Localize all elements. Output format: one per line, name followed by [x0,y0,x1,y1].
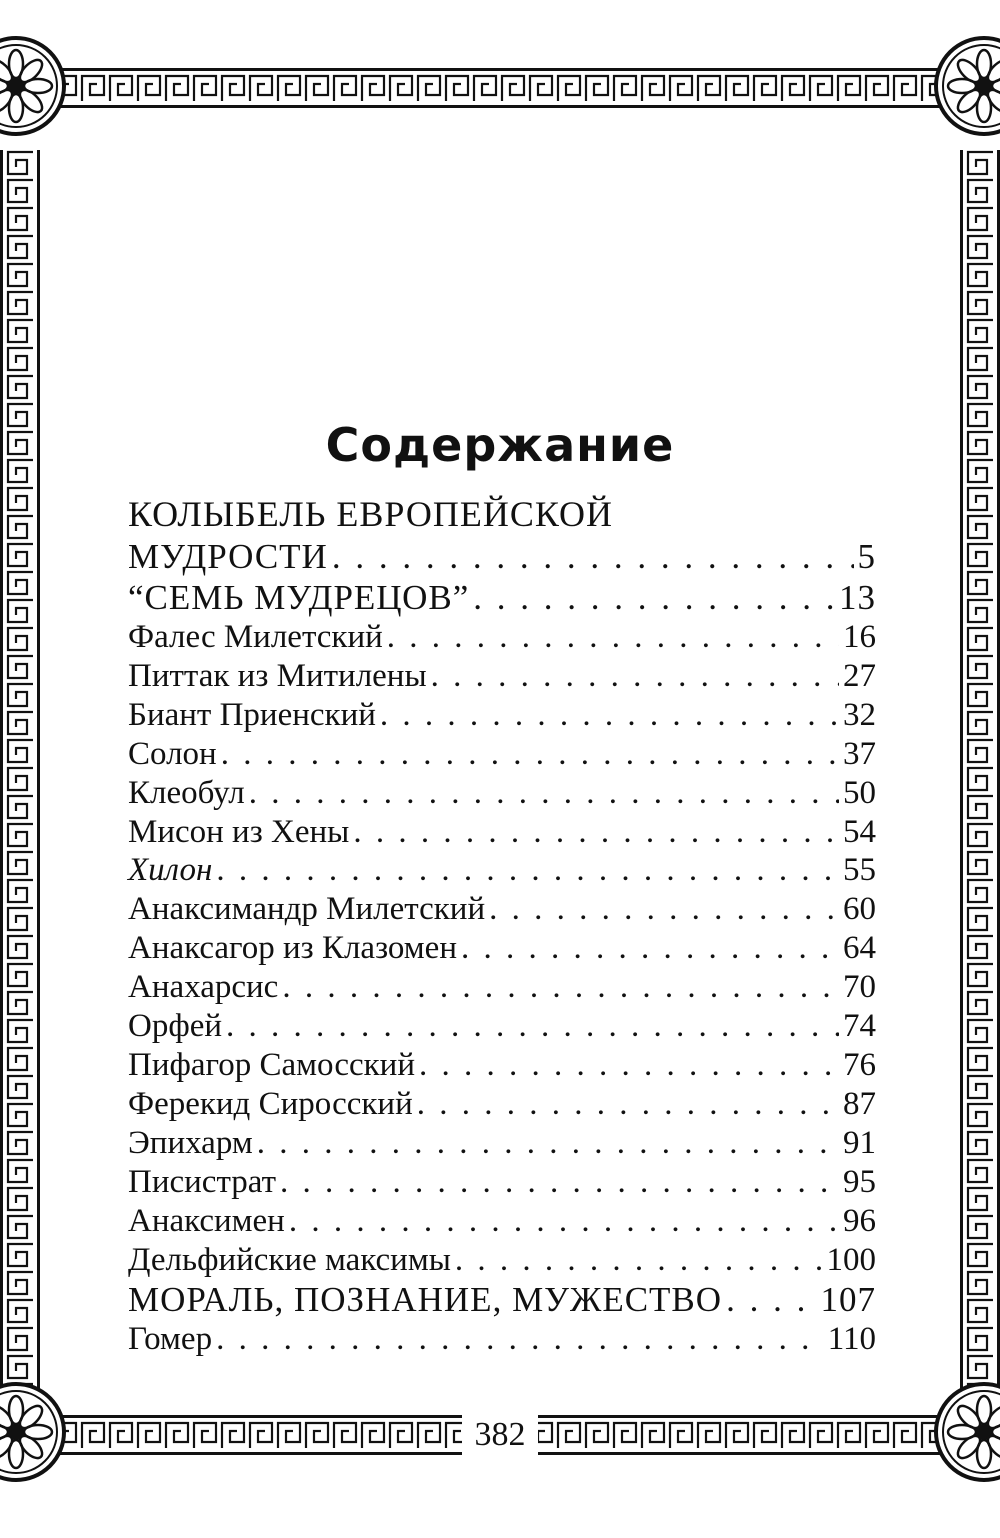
dot-leader [257,1124,839,1163]
toc-entry-page: 37 [843,735,876,772]
toc-entry-label: Фалес Милетский [128,619,383,655]
toc-entry-label: Пифагор Самосский [128,1046,415,1083]
toc-entry-label: МУДРОСТИ [128,537,328,576]
toc-entry[interactable] [128,1202,876,1241]
toc-entry[interactable] [128,774,876,813]
dot-leader [353,813,839,852]
toc-entry-page: 107 [820,1280,876,1320]
toc-entry-page: 27 [843,657,876,694]
dot-leader [280,1163,839,1202]
toc-entry[interactable] [128,618,876,657]
dot-leader [455,1241,823,1280]
dot-leader [380,696,839,735]
toc-entry-page: 64 [843,930,876,967]
toc-entry-page: 60 [843,891,876,928]
toc-entry-label: Анаксимен [128,1202,285,1239]
toc-entry-label: Анаксагор из Клазомен [128,930,457,967]
toc-entry[interactable] [128,577,876,618]
toc-entry[interactable] [128,1279,876,1320]
dot-leader [332,536,854,577]
toc-entry[interactable] [128,735,876,774]
toc-entry-label: Орфей [128,1008,223,1045]
toc-entry-label: “СЕМЬ МУДРЕЦОВ” [128,578,470,617]
dot-leader [473,577,835,618]
toc-entry-label: Мисон из Хены [128,813,350,850]
toc-entry[interactable] [128,890,876,929]
toc-entry-page: 96 [843,1202,876,1239]
toc-entry-label: Питтак из Митилены [128,657,427,694]
dot-leader [417,1085,839,1124]
toc-entry-label: Анаксимандр Милетский [128,891,486,928]
dot-leader [419,1046,839,1085]
toc-entry-first-line: КОЛЫБЕЛЬ ЕВРОПЕЙСКОЙ [128,494,613,534]
toc-entry-page: 95 [843,1163,876,1200]
toc-entry[interactable] [128,813,876,852]
frame-top-border [52,68,948,108]
toc-entry-page: 87 [843,1085,876,1122]
toc-entry[interactable] [128,1046,876,1085]
dot-leader [216,1320,824,1359]
toc-entry-page: 74 [843,1008,876,1045]
toc-entry-page: 70 [843,969,876,1006]
dot-leader [226,1007,839,1046]
dot-leader [289,1202,839,1241]
frame-right-border [960,150,1000,1390]
dot-leader [282,968,839,1007]
toc-entry[interactable] [128,929,876,968]
toc-entry-page: 100 [826,1241,876,1278]
toc-entry[interactable] [128,851,876,890]
dot-leader [431,657,839,696]
toc-entry-page: 50 [843,774,876,811]
dot-leader [726,1279,816,1320]
toc-entry-label: МОРАЛЬ, ПОЗНАНИЕ, МУЖЕСТВО [128,1280,723,1320]
toc-entry[interactable] [128,968,876,1007]
toc-entry-label: Ферекид Сиросский [128,1085,413,1122]
toc-entry-page: 13 [839,578,876,617]
page-title: Содержание [325,418,675,472]
toc-entry-page: 16 [843,619,876,655]
dot-leader [216,851,839,890]
toc-entry-page: 32 [843,696,876,733]
toc-entry[interactable] [128,1085,876,1124]
page-number: 382 [462,1405,538,1465]
frame-left-border [0,150,40,1390]
toc-entry[interactable] [128,657,876,696]
toc-entry-page: 55 [843,852,876,889]
toc-entry-label: Клеобул [128,774,245,811]
toc-entry[interactable] [128,1320,876,1359]
toc-entry-label: Эпихарм [128,1124,253,1161]
corner-rosette-icon [0,1380,68,1484]
toc-entry[interactable] [128,696,876,735]
corner-rosette-icon [932,1380,1000,1484]
dot-leader [461,929,839,968]
toc-entry-page: 76 [843,1046,876,1083]
dot-leader [489,890,839,929]
toc-entry[interactable] [128,1241,876,1280]
toc-entry-label: Хилон [128,852,213,889]
dot-leader [387,618,839,657]
table-of-contents [128,492,876,1359]
toc-entry-page: 54 [843,813,876,850]
toc-entry-label: Анахарсис [128,969,279,1006]
toc-entry-label: Солон [128,735,217,772]
corner-rosette-icon [0,34,68,138]
toc-entry[interactable] [128,1007,876,1046]
toc-entry-page: 110 [827,1321,876,1358]
corner-rosette-icon [932,34,1000,138]
toc-entry-label: Гомер [128,1321,213,1358]
toc-entry-page: 5 [857,537,876,576]
toc-entry[interactable] [128,536,876,577]
dot-leader [221,735,839,774]
toc-entry-label: Писистрат [128,1163,276,1200]
toc-entry[interactable] [128,1124,876,1163]
toc-entry-label: Биант Приенский [128,696,376,733]
toc-entry[interactable] [128,1163,876,1202]
dot-leader [249,774,839,813]
toc-entry-page: 91 [843,1124,876,1161]
toc-entry-label: Дельфийские максимы [128,1241,451,1278]
